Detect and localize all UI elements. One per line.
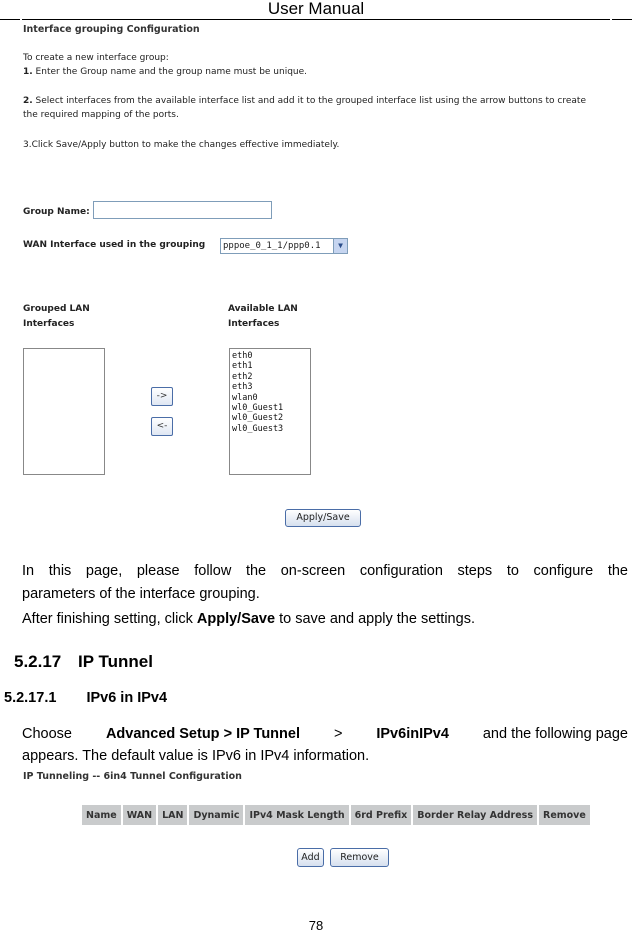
step-2-text: Select interfaces from the available interface list and add it to the grouped interface list using the arrow buttons to create — [32, 96, 586, 106]
column-header: Name — [81, 804, 122, 826]
section-heading — [14, 652, 153, 672]
available-lan-label: Available LAN — [228, 304, 298, 314]
page-header: User Manual — [267, 0, 365, 18]
grouped-lan-listbox[interactable] — [23, 348, 105, 475]
paragraph-2-prefix: After finishing setting, click — [22, 611, 197, 627]
config-title: Interface grouping Configuration — [23, 24, 200, 35]
column-header: IPv4 Mask Length — [244, 804, 349, 826]
column-header: Remove — [538, 804, 591, 826]
list-item[interactable]: wl0_Guest1 — [232, 403, 284, 414]
header-rule-left — [0, 19, 20, 20]
paragraph-3-line-2: appears. The default value is IPv6 in IPv4 information. — [22, 748, 370, 764]
subsection-title: IPv6 in IPv4 — [86, 690, 168, 706]
step-1 — [23, 67, 307, 77]
step-3: 3.Click Save/Apply button to make the changes effective immediately. — [23, 140, 340, 150]
subsection-heading — [4, 690, 167, 706]
add-button[interactable]: Add — [297, 848, 324, 867]
column-header: Border Relay Address — [412, 804, 538, 826]
step-2-number: 2. — [23, 96, 33, 106]
apply-save-button[interactable]: Apply/Save — [285, 509, 361, 527]
chevron-down-icon[interactable]: ▼ — [333, 239, 347, 253]
remove-from-group-button[interactable]: <- — [151, 417, 173, 436]
paragraph-2-bold: Apply/Save — [196, 611, 276, 627]
grouped-lan-label-2: Interfaces — [23, 319, 75, 329]
wan-interface-selected: pppoe_0_1_1/ppp0.1 — [223, 241, 321, 251]
tunnel-config-title: IP Tunneling -- 6in4 Tunnel Configuration — [23, 771, 242, 782]
paragraph-3-path: Advanced Setup > IP Tunnel — [105, 726, 300, 742]
list-item[interactable]: eth2 — [232, 371, 253, 382]
interface-grouping-screenshot — [20, 20, 613, 528]
paragraph-3-line-1 — [22, 724, 628, 744]
list-item[interactable]: eth0 — [232, 351, 253, 361]
list-item[interactable]: wl0_Guest3 — [232, 423, 284, 434]
subsection-number: 5.2.17.1 — [4, 690, 57, 706]
column-header: 6rd Prefix — [350, 804, 413, 826]
column-header: WAN — [122, 804, 157, 826]
list-item[interactable]: wl0_Guest2 — [232, 413, 284, 424]
step-2-continued: the required mapping of the ports. — [23, 110, 179, 120]
list-item[interactable]: eth1 — [232, 361, 253, 372]
column-header: Dynamic — [188, 804, 244, 826]
group-name-input[interactable] — [93, 201, 272, 219]
paragraph-3-choose: Choose — [22, 726, 72, 742]
step-2 — [23, 96, 586, 106]
tunnel-config-screenshot — [20, 770, 612, 878]
table-header-row — [81, 804, 591, 826]
paragraph-3-gt: > — [333, 726, 343, 742]
step-1-text: Enter the Group name and the group name must be unique. — [32, 67, 308, 77]
header-rule-right — [612, 19, 632, 20]
section-title: IP Tunnel — [78, 652, 153, 671]
remove-button[interactable]: Remove — [330, 848, 389, 867]
grouped-lan-label: Grouped LAN — [23, 304, 90, 314]
section-number: 5.2.17 — [14, 652, 62, 671]
add-to-group-button[interactable]: -> — [151, 387, 173, 406]
available-lan-listbox[interactable] — [229, 348, 311, 475]
intro-text: To create a new interface group: — [23, 53, 169, 63]
tunnel-table — [80, 803, 592, 827]
group-name-label: Group Name: — [23, 207, 90, 217]
paragraph-3-target: IPv6inIPv4 — [376, 726, 449, 742]
paragraph-2-suffix: to save and apply the settings. — [275, 611, 475, 627]
wan-interface-label: WAN Interface used in the grouping — [23, 240, 206, 250]
wan-interface-select[interactable] — [220, 238, 348, 254]
page-number: 78 — [308, 918, 324, 933]
paragraph-1-line-2: parameters of the interface grouping. — [22, 586, 260, 602]
step-1-number: 1. — [23, 67, 33, 77]
column-header: LAN — [157, 804, 188, 826]
list-item[interactable]: wlan0 — [232, 392, 258, 403]
list-item[interactable]: eth3 — [232, 382, 253, 393]
available-lan-label-2: Interfaces — [228, 319, 280, 329]
paragraph-1-line-1: In this page, please follow the on-screen configuration steps to configure the — [22, 563, 628, 579]
paragraph-3-rest: and the following page — [482, 726, 628, 742]
paragraph-2 — [22, 609, 475, 629]
